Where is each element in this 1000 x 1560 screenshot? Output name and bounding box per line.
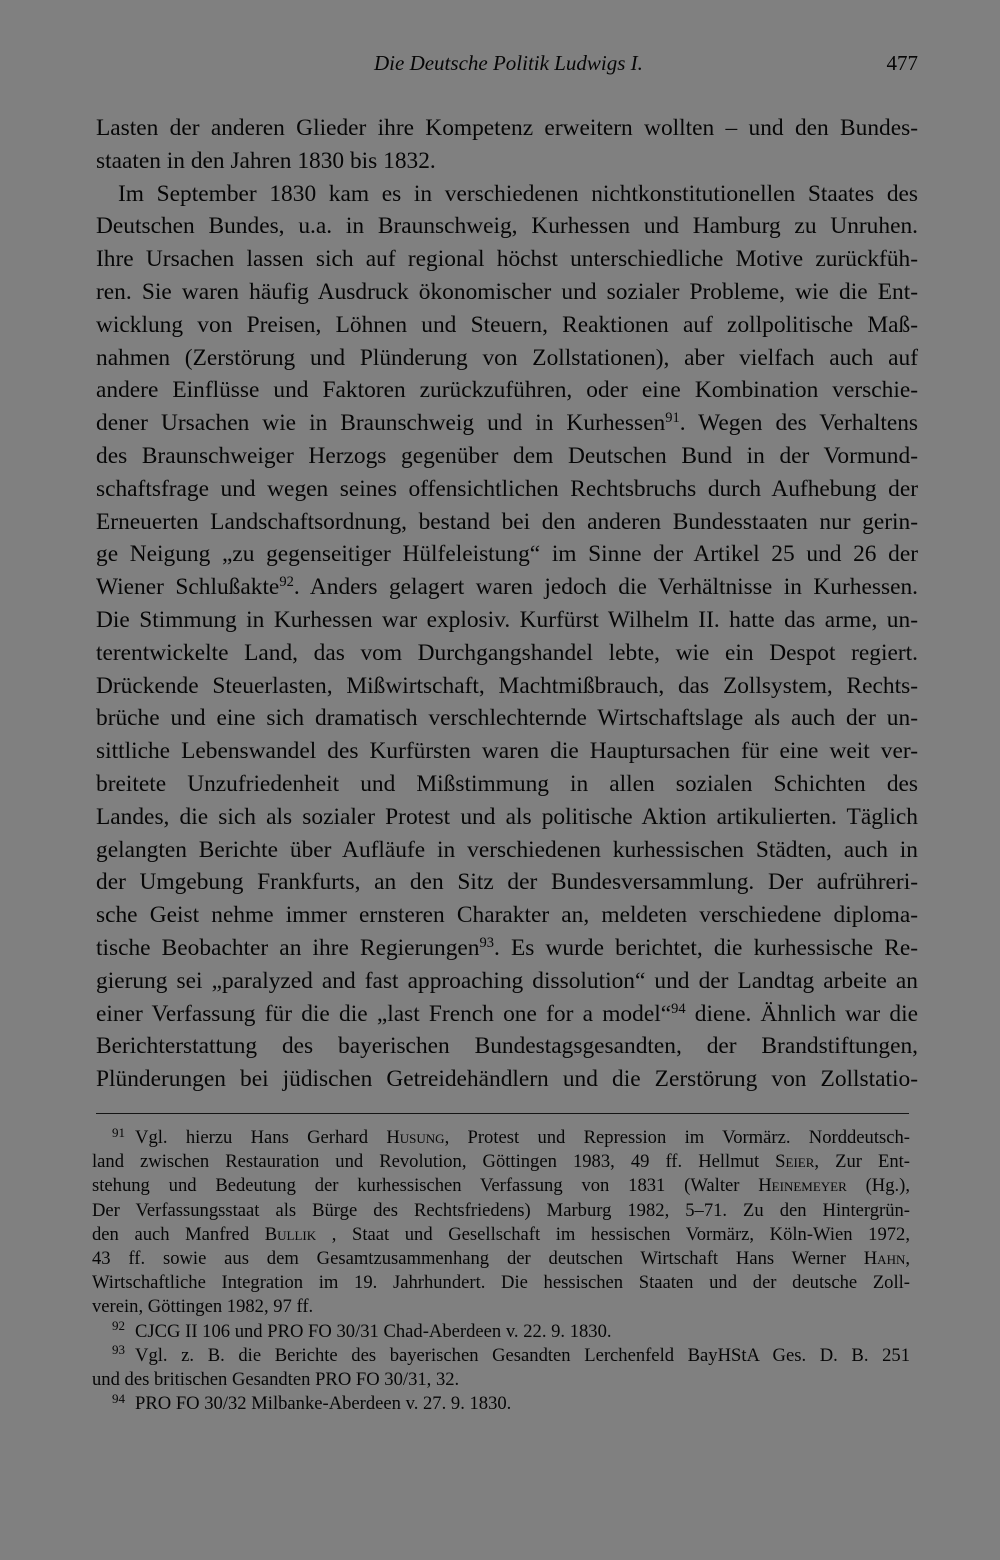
footnote-divider xyxy=(96,1113,909,1114)
text-line: andere Einflüsse und Faktoren zurückzuführen, oder eine Kombination verschie- xyxy=(96,377,918,404)
footnote-ref-93: 93 xyxy=(479,934,495,951)
text-segment: . Anders gelagert waren jedoch die Verhältnisse in Kurhessen. xyxy=(293,574,918,601)
text-segment: diene. Ähnlich war die xyxy=(685,1000,918,1027)
text-line xyxy=(96,998,918,1031)
author-name: Husung xyxy=(386,1127,445,1148)
text-line: sittliche Lebenswandel des Kurfürsten waren die Hauptursachen für eine weit ver- xyxy=(96,738,918,765)
footnotes xyxy=(92,1126,910,1416)
text-line: des Braunschweiger Herzogs gegenüber dem Deutschen Bund in der Vormund- xyxy=(96,442,918,469)
footnote-line xyxy=(92,1150,910,1174)
footnote-line: Wirtschaftliche Integration im 19. Jahrhundert. Die hessischen Staaten und der deutsche Zoll- xyxy=(92,1272,910,1294)
text-segment: . Wegen des Verhaltens xyxy=(679,410,919,437)
footnote-line xyxy=(92,1247,910,1271)
text-segment: 43 ff. sowie aus dem Gesamtzusammenhang der deutschen Wirtschaft Hans Werner xyxy=(92,1247,864,1269)
text-segment: land zwischen Restauration und Revolution, Göttingen 1983, 49 ff. Hellmut xyxy=(92,1151,776,1173)
text-line xyxy=(96,407,918,440)
footnote-ref-91: 91 xyxy=(665,410,680,427)
author-name: Hahn xyxy=(863,1247,906,1269)
text-segment: , Protest und Repression im Vormärz. Norddeutsch- xyxy=(444,1127,910,1148)
text-line: Berichterstattung des bayerischen Bundestagsgesandten, der Brandstiftungen, xyxy=(96,1033,918,1060)
text-segment: Vgl. hierzu Hans Gerhard xyxy=(135,1127,387,1148)
footnote-line xyxy=(92,1223,910,1247)
text-line xyxy=(96,571,918,604)
text-segment: (Hg.), xyxy=(846,1175,910,1197)
author-name: Bullik xyxy=(264,1223,317,1245)
footnote-ref-92: 92 xyxy=(279,574,294,591)
footnote-line: und des britischen Gesandten PRO FO 30/31, 32. xyxy=(92,1368,460,1390)
footnote-line: Der Verfassungsstaat als Bürge des Rechtsfriedens) Marburg 1982, 5–71. Zu den Hintergrün- xyxy=(92,1199,910,1221)
footnote-92 xyxy=(92,1320,910,1344)
text-line: Plünderungen bei jüdischen Getreidehändlern und die Zerstörung von Zollstatio- xyxy=(96,1066,918,1093)
text-segment: Wiener Schlußakte xyxy=(96,574,280,601)
text-line: nahmen (Zerstörung und Plünderung von Zollstationen), aber vielfach auch auf xyxy=(96,344,918,371)
text-line: terentwickelte Land, das vom Durchgangshandel lebte, wie ein Despot regiert. xyxy=(96,639,918,666)
running-title: Die Deutsche Politik Ludwigs I. xyxy=(374,51,643,75)
author-name: Heinemeyer xyxy=(758,1175,847,1197)
text-line: staaten in den Jahren 1830 bis 1832. xyxy=(96,147,436,174)
text-line: Deutschen Bundes, u.a. in Braunschweig, Kurhessen und Hamburg zu Unruhen. xyxy=(96,213,918,240)
text-line: Ihre Ursachen lassen sich auf regional höchst unterschiedliche Motive zurückfüh- xyxy=(96,246,918,273)
author-name: Seier xyxy=(775,1151,815,1173)
text-line xyxy=(96,932,918,965)
text-line: Lasten der anderen Glieder ihre Kompetenz erweitern wollten – und den Bundes- xyxy=(96,115,918,141)
text-line: gelangten Berichte über Aufläufe in verschiedenen kurhessischen Städten, auch in xyxy=(96,836,918,863)
text-segment: stehung und Bedeutung der kurhessischen Verfassung von 1831 (Walter xyxy=(92,1175,759,1197)
body-text xyxy=(96,112,918,1096)
text-line: schaftsfrage und wegen seines offensichtlichen Rechtsbruchs durch Aufhebung der xyxy=(96,475,918,502)
text-line: der Umgebung Frankfurts, an den Sitz der Bundesversammlung. Der aufrühreri- xyxy=(96,869,918,896)
footnote-91 xyxy=(92,1126,910,1150)
text-line: Drückende Steuerlasten, Mißwirtschaft, Machtmißbrauch, das Zollsystem, Rechts- xyxy=(96,672,918,699)
text-line: wicklung von Preisen, Löhnen und Steuern, Reaktionen auf zollpolitische Maß- xyxy=(96,311,918,338)
text-line: Landes, die sich als sozialer Protest und als politische Aktion artikulierten. Täglich xyxy=(96,803,918,830)
footnote-94 xyxy=(92,1392,910,1416)
text-segment: , Staat und Gesellschaft im hessischen Vormärz, Köln-Wien 1972, xyxy=(316,1223,910,1245)
text-line: ren. Sie waren häufig Ausdruck ökonomischer und sozialer Probleme, wie die Ent- xyxy=(96,278,918,305)
text-segment: , xyxy=(905,1247,910,1269)
footnote-line: verein, Göttingen 1982, 97 ff. xyxy=(92,1296,314,1318)
text-line: Die Stimmung in Kurhessen war explosiv. Kurfürst Wilhelm II. hatte das arme, un- xyxy=(96,606,918,633)
text-segment: einer Verfassung für die die „last French one for a model“ xyxy=(96,1000,672,1027)
text-segment: CJCG II 106 und PRO FO 30/31 Chad-Aberdeen v. 22. 9. 1830. xyxy=(135,1320,612,1342)
text-line: gierung sei „paralyzed and fast approaching dissolution“ und der Landtag arbeite an xyxy=(96,967,918,994)
text-segment: Vgl. z. B. die Berichte des bayerischen Gesandten Lerchenfeld BayHStA Ges. D. B. 251 xyxy=(135,1344,910,1366)
text-line: ge Neigung „zu gegenseitiger Hülfeleistung“ im Sinne der Artikel 25 und 26 der xyxy=(96,541,918,568)
text-segment: PRO FO 30/32 Milbanke-Aberdeen v. 27. 9. 1830. xyxy=(135,1393,512,1415)
text-line: brüche und eine sich dramatisch verschlechternde Wirtschaftslage als auch der un- xyxy=(96,705,918,732)
text-segment: , Zur Ent- xyxy=(814,1151,910,1173)
text-segment: den auch Manfred xyxy=(92,1223,265,1245)
text-segment: . Es wurde berichtet, die kurhessische Re- xyxy=(494,934,918,961)
text-line: breitete Unzufriedenheit und Mißstimmung in allen sozialen Schichten des xyxy=(96,770,918,797)
footnote-line xyxy=(92,1174,910,1198)
text-segment: tische Beobachter an ihre Regierungen xyxy=(96,934,480,961)
page-number: 477 xyxy=(886,51,918,75)
footnote-number: 91 xyxy=(112,1124,126,1140)
footnote-number: 94 xyxy=(112,1390,126,1406)
footnote-number: 92 xyxy=(112,1318,126,1333)
footnote-number: 93 xyxy=(112,1342,126,1358)
text-line: Erneuerten Landschaftsordnung, bestand bei den anderen Bundesstaaten nur gerin- xyxy=(96,508,918,535)
running-head xyxy=(96,48,918,78)
text-line: Im September 1830 kam es in verschiedenen nichtkonstitutionellen Staates des xyxy=(118,180,918,207)
footnote-93 xyxy=(92,1344,910,1368)
text-line: sche Geist nehme immer ernsteren Charakter an, meldeten verschiedene diploma- xyxy=(96,902,918,929)
footnote-ref-94: 94 xyxy=(671,1000,686,1017)
text-segment: dener Ursachen wie in Braunschweig und in Kurhessen xyxy=(96,410,666,437)
